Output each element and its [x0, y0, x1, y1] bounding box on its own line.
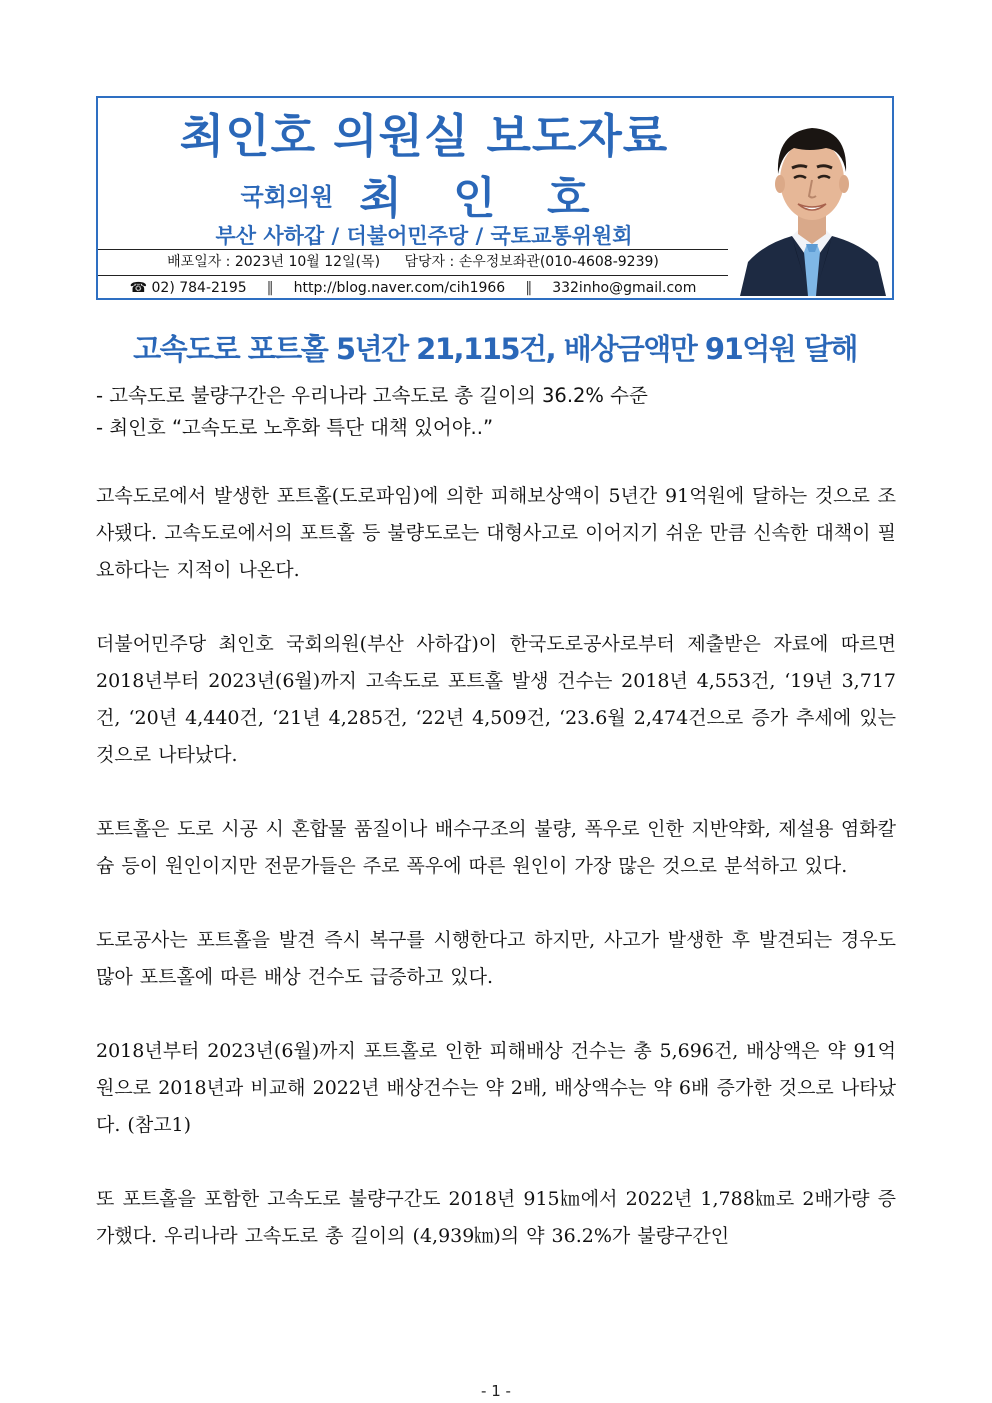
article-subheads [96, 380, 894, 444]
portrait-illustration [734, 102, 890, 296]
separator: ‖ [266, 280, 274, 296]
lawmaker-name: 최 인 호 [359, 173, 608, 224]
press-release-header [96, 96, 894, 300]
separator: ‖ [525, 280, 533, 296]
lawmaker-role: 국회의원 [240, 182, 334, 211]
body-paragraph: 도로공사는 포트홀을 발견 즉시 복구를 시행한다고 하지만, 사고가 발생한 후 발견되는 경우도 많아 포트홀에 따른 배상 건수도 급증하고 있다. [96, 929, 896, 988]
lawmaker-affiliation: 부산 사하갑 / 더불어민주당 / 국토교통위원회 [215, 224, 633, 248]
page-number: - 1 - [481, 1382, 511, 1400]
article-body [96, 478, 896, 1292]
email-address[interactable]: 332inho@gmail.com [552, 280, 697, 296]
phone-number: ☎ 02) 784-2195 [129, 280, 247, 296]
lawmaker-name-line [98, 162, 750, 226]
blog-link[interactable]: http://blog.naver.com/cih1966 [293, 280, 506, 296]
contact-person: 담당자 : 손우정보좌관(010-4608-9239) [404, 254, 659, 270]
body-paragraph: 또 포트홀을 포함한 고속도로 불량구간도 2018년 915㎞에서 2022년 1,788㎞로 2배가량 증가했다. 우리나라 고속도로 총 길이의 (4,939㎞)의 약 36.2%가 불량구간인 [96, 1188, 896, 1247]
body-paragraph: 더불어민주당 최인호 국회의원(부산 사하갑)이 한국도로공사로부터 제출받은 자료에 따르면 2018년부터 2023년(6월)까지 고속도로 포트홀 발생 건수는 2018년 4,553건, ‘19년 3,717건, ‘20년 4,440건, ‘21년 4,285건, ‘22년 4,509건, ‘23.6월 2,474건으로 증가 추세에 있는 것으로 나타났다. [96, 633, 896, 766]
article-headline: 고속도로 포트홀 5년간 21,115건, 배상금액만 91억원 달해 [133, 332, 857, 366]
body-paragraph: 2018년부터 2023년(6월)까지 포트홀로 인한 피해배상 건수는 총 5,696건, 배상액은 약 91억원으로 2018년과 비교해 2022년 배상건수는 약 2배, 배상액수는 약 6배 증가한 것으로 나타났다. (참고1) [96, 1040, 896, 1136]
body-paragraph: 고속도로에서 발생한 포트홀(도로파임)에 의한 피해보상액이 5년간 91억원에 달하는 것으로 조사됐다. 고속도로에서의 포트홀 등 불량도로는 대형사고로 이어지기 쉬운 만큼 신속한 대책이 필요하다는 지적이 나온다. [96, 485, 896, 581]
press-release-title: 최인호 의원실 보도자료 [179, 109, 669, 163]
body-paragraph: 포트홀은 도로 시공 시 혼합물 품질이나 배수구조의 불량, 폭우로 인한 지반약화, 제설용 염화칼슘 등이 원인이지만 전문가들은 주로 폭우에 따른 원인이 가장 많은 것으로 분석하고 있다. [96, 818, 896, 877]
contact-info-table [98, 249, 728, 300]
release-date: 배포일자 : 2023년 10월 12일(목) [167, 254, 381, 270]
lawmaker-portrait-photo [734, 102, 890, 296]
subhead-item: - 최인호 “고속도로 노후화 특단 대책 있어야..” [96, 416, 494, 439]
release-info-row [98, 250, 728, 275]
subhead-item: - 고속도로 불량구간은 우리나라 고속도로 총 길이의 36.2% 수준 [96, 384, 648, 407]
contact-channels-row [98, 275, 728, 300]
